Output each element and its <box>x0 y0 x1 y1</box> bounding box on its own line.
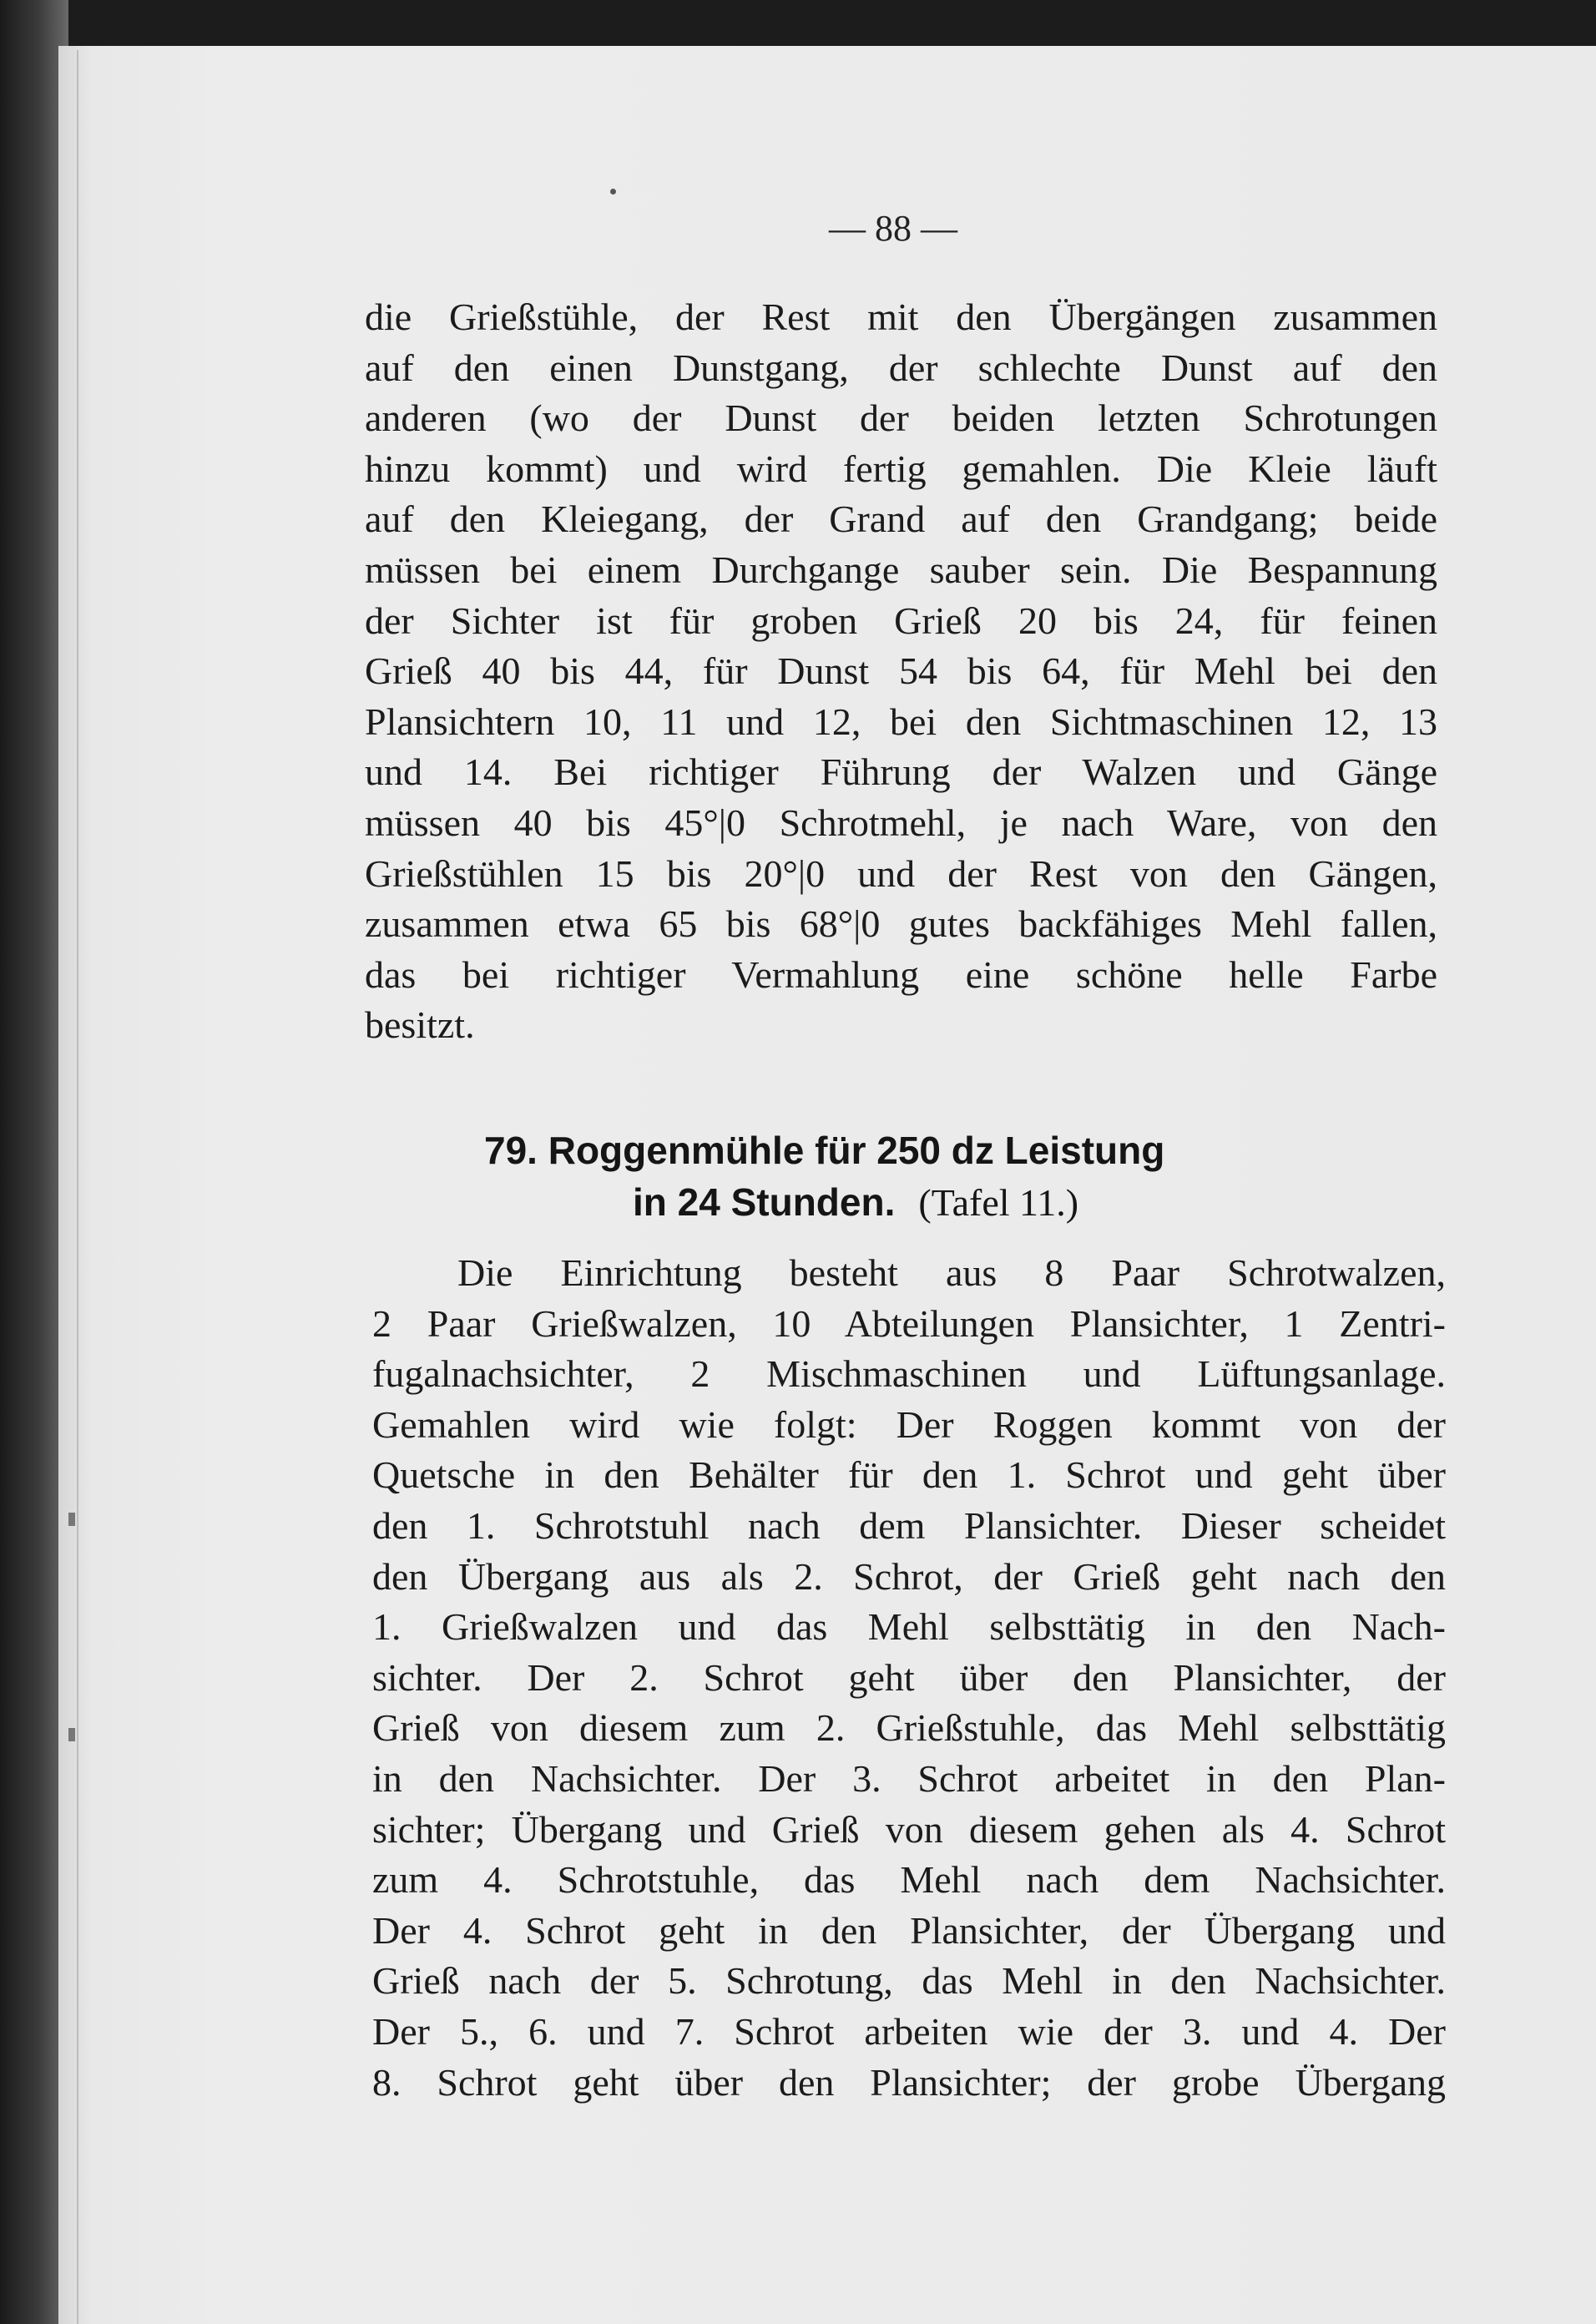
text-line: fugalnachsichter, 2 Mischmaschinen und Lüftungsanlage. <box>372 1352 1446 1396</box>
text-line: 8. Schrot geht über den Plansichter; der grobe Übergang <box>372 2060 1446 2104</box>
text-line: den 1. Schrotstuhl nach dem Plansichter. Dieser scheidet <box>372 1503 1446 1547</box>
text-line: sichter; Übergang und Grieß von diesem gehen als 4. Schrot <box>372 1807 1446 1851</box>
scan-blemish <box>68 1513 75 1526</box>
text-line: Die Einrichtung besteht aus 8 Paar Schrotwalzen, <box>457 1251 1446 1294</box>
text-line: müssen 40 bis 45°|0 Schrotmehl, je nach Ware, von den <box>365 801 1437 844</box>
text-line: Grieß von diesem zum 2. Grießstuhle, das Mehl selbsttätig <box>372 1706 1446 1750</box>
section-heading <box>484 1124 1361 1229</box>
section-heading-line-2 <box>484 1176 1361 1229</box>
text-line: anderen (wo der Dunst der beiden letzten Schrotungen <box>365 397 1437 440</box>
text-line: besitzt. <box>365 1003 475 1047</box>
text-line: das bei richtiger Vermahlung eine schöne helle Farbe <box>365 952 1437 996</box>
text-line: Plansichtern 10, 11 und 12, bei den Sichtmaschinen 12, 13 <box>365 700 1437 743</box>
text-line: Grieß nach der 5. Schrotung, das Mehl in den Nachsichter. <box>372 1959 1446 2003</box>
text-line: 2 Paar Grießwalzen, 10 Abteilungen Plansichter, 1 Zentri- <box>372 1301 1446 1345</box>
text-line: sichter. Der 2. Schrot geht über den Plansichter, der <box>372 1655 1446 1699</box>
plate-reference: (Tafel 11.) <box>918 1181 1079 1224</box>
text-line: Quetsche in den Behälter für den 1. Schrot und geht über <box>372 1453 1446 1497</box>
ink-dot <box>610 189 616 195</box>
text-line: auf den Kleiegang, der Grand auf den Grandgang; beide <box>365 498 1437 541</box>
scan-blemish <box>68 1728 75 1741</box>
text-line: zusammen etwa 65 bis 68°|0 gutes backfähiges Mehl fallen, <box>365 902 1437 946</box>
text-line: und 14. Bei richtiger Führung der Walzen und Gänge <box>365 750 1437 794</box>
page-number: — 88 — <box>829 208 957 249</box>
text-line: den Übergang aus als 2. Schrot, der Grieß geht nach den <box>372 1554 1446 1598</box>
text-line: 1. Grießwalzen und das Mehl selbsttätig in den Nach- <box>372 1605 1446 1649</box>
section-heading-line-1: 79. Roggenmühle für 250 dz Leistung <box>484 1129 1165 1172</box>
text-line: Gemahlen wird wie folgt: Der Roggen kommt von der <box>372 1402 1446 1446</box>
section-heading-subtitle: in 24 Stunden. <box>633 1180 896 1224</box>
text-line: Grießstühlen 15 bis 20°|0 und der Rest von den Gängen, <box>365 851 1437 895</box>
text-line: hinzu kommt) und wird fertig gemahlen. Die Kleie läuft <box>365 447 1437 490</box>
text-line: Der 4. Schrot geht in den Plansichter, der Übergang und <box>372 1908 1446 1952</box>
text-line: der Sichter ist für groben Grieß 20 bis 24, für feinen <box>365 599 1437 642</box>
text-line: Der 5., 6. und 7. Schrot arbeiten wie der 3. und 4. Der <box>372 2009 1446 2053</box>
text-line: müssen bei einem Durchgange sauber sein. Die Bespannung <box>365 548 1437 591</box>
text-line: in den Nachsichter. Der 3. Schrot arbeitet in den Plan- <box>372 1756 1446 1800</box>
paragraph-1 <box>365 292 1437 1051</box>
text-line: zum 4. Schrotstuhle, das Mehl nach dem Nachsichter. <box>372 1858 1446 1902</box>
text-line: auf den einen Dunstgang, der schlechte Dunst auf den <box>365 346 1437 389</box>
text-line: die Grießstühle, der Rest mit den Übergängen zusammen <box>365 296 1437 338</box>
text-line: Grieß 40 bis 44, für Dunst 54 bis 64, für Mehl bei den <box>365 649 1437 693</box>
page-edge-line <box>77 50 78 2324</box>
scan-top-border <box>0 0 1596 50</box>
paragraph-2 <box>372 1248 1446 2108</box>
